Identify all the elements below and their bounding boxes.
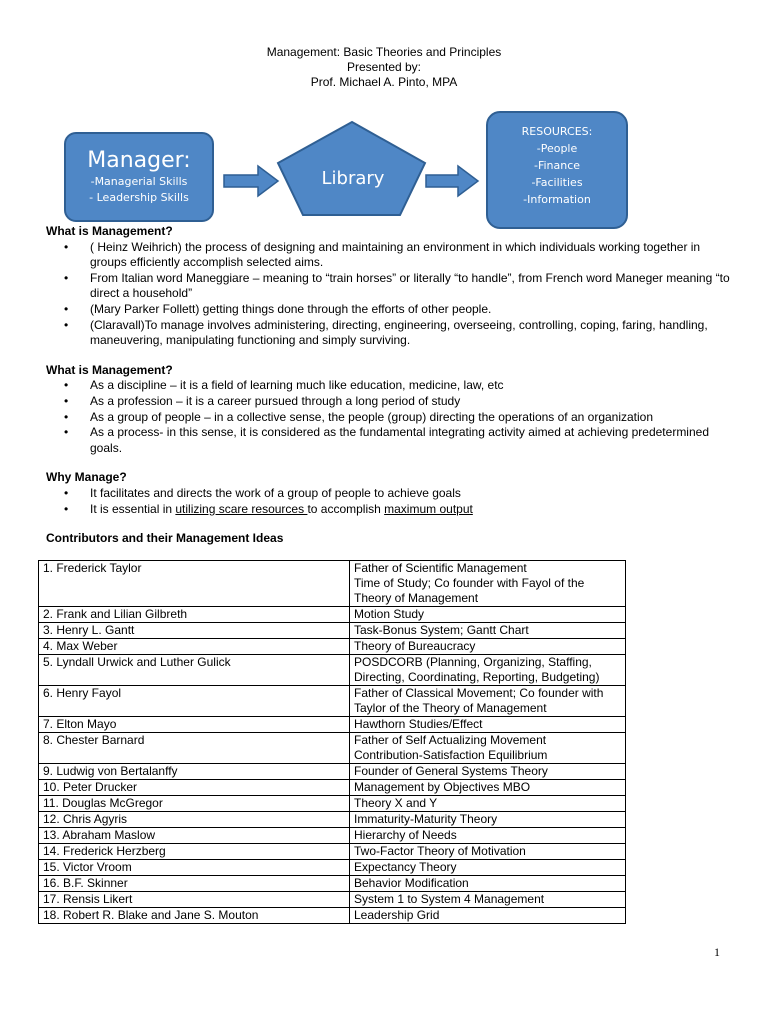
contributor-idea: Father of Classical Movement; Co founder with Taylor of the Theory of Management <box>350 686 626 717</box>
contributor-idea: Expectancy Theory <box>350 860 626 876</box>
table-row <box>39 844 626 860</box>
contributor-idea: Founder of General Systems Theory <box>350 764 626 780</box>
contributor-name: 14. Frederick Herzberg <box>39 844 350 860</box>
resources-item: -People <box>536 142 578 155</box>
contributor-name: 6. Henry Fayol <box>39 686 350 717</box>
manager-line2: - Leadership Skills <box>89 191 189 204</box>
contributor-name: 7. Elton Mayo <box>39 717 350 733</box>
list-item: • (Mary Parker Follett) getting things done through the efforts of other people. <box>90 302 736 318</box>
page-number: 1 <box>714 945 720 959</box>
table-row <box>39 828 626 844</box>
underlined-text: maximum output <box>384 501 473 516</box>
underlined-text: utilizing scare resources <box>175 501 308 516</box>
list-item: • As a process- in this sense, it is considered as the fundamental integrating activity aimed at achieving predetermined goals. <box>90 425 736 456</box>
contributor-name: 16. B.F. Skinner <box>39 876 350 892</box>
resources-box <box>486 111 628 229</box>
contributor-name: 15. Victor Vroom <box>39 860 350 876</box>
document-body <box>46 224 736 547</box>
contributor-idea: Task-Bonus System; Gantt Chart <box>350 623 626 639</box>
contributor-idea: POSDCORB (Planning, Organizing, Staffing, Directing, Coordinating, Reporting, Budgeting) <box>350 655 626 686</box>
list-item: • It facilitates and directs the work of a group of people to achieve goals <box>90 486 736 502</box>
arrow-manager-to-library <box>224 166 278 196</box>
list-item: • ( Heinz Weihrich) the process of designing and maintaining an environment in which individuals working together in groups efficiently accomplish selected aims. <box>90 240 736 271</box>
presented-by: Presented by: <box>346 60 422 74</box>
section1-heading: What is Management? <box>46 224 173 238</box>
table-row <box>39 561 626 607</box>
contributor-name: 17. Rensis Likert <box>39 892 350 908</box>
table-row <box>39 623 626 639</box>
table-row <box>39 860 626 876</box>
text: It is essential in <box>90 501 176 516</box>
contributor-idea: Motion Study <box>350 607 626 623</box>
contributor-name: 3. Henry L. Gantt <box>39 623 350 639</box>
list-item <box>90 502 736 518</box>
contributor-name: 13. Abraham Maslow <box>39 828 350 844</box>
contributor-name: 2. Frank and Lilian Gilbreth <box>39 607 350 623</box>
manager-line1: -Managerial Skills <box>90 175 188 188</box>
table-row <box>39 796 626 812</box>
contributor-name: 11. Douglas McGregor <box>39 796 350 812</box>
table-row <box>39 733 626 764</box>
contributor-name: 10. Peter Drucker <box>39 780 350 796</box>
contributor-idea: System 1 to System 4 Management <box>350 892 626 908</box>
contributor-idea: Hawthorn Studies/Effect <box>350 717 626 733</box>
contributor-idea: Theory of Bureaucracy <box>350 639 626 655</box>
text: to accomplish <box>307 501 385 516</box>
resources-item: -Facilities <box>531 176 583 189</box>
contributor-idea: Hierarchy of Needs <box>350 828 626 844</box>
table-row <box>39 908 626 924</box>
section2-list <box>46 378 736 456</box>
contributor-name: 8. Chester Barnard <box>39 733 350 764</box>
resources-item: -Finance <box>533 159 581 172</box>
resources-title: RESOURCES: <box>521 125 593 138</box>
contributor-idea: Management by Objectives MBO <box>350 780 626 796</box>
table-row <box>39 686 626 717</box>
section1-list <box>46 240 736 349</box>
contributor-idea: Immaturity-Maturity Theory <box>350 812 626 828</box>
contributor-idea: Behavior Modification <box>350 876 626 892</box>
document-title: Management: Basic Theories and Principles <box>266 45 502 59</box>
table-row <box>39 780 626 796</box>
table-row <box>39 892 626 908</box>
contributor-name: 9. Ludwig von Bertalanffy <box>39 764 350 780</box>
table-row <box>39 639 626 655</box>
contributor-name: 12. Chris Agyris <box>39 812 350 828</box>
section3-heading: Why Manage? <box>46 470 127 485</box>
resources-item: -Information <box>523 193 591 206</box>
contributor-idea: Father of Scientific Management Time of Study; Co founder with Fayol of the Theory of Management <box>350 561 626 607</box>
table-row <box>39 876 626 892</box>
section2-heading: What is Management? <box>46 362 173 377</box>
table-row <box>39 607 626 623</box>
table-row <box>39 655 626 686</box>
document-header <box>0 45 768 90</box>
arrow-library-to-resources <box>426 166 478 196</box>
list-item: • As a group of people – in a collective sense, the people (group) directing the operations of an organization <box>90 410 736 426</box>
contributor-name: 4. Max Weber <box>39 639 350 655</box>
table-row <box>39 717 626 733</box>
table-row <box>39 812 626 828</box>
contributor-name: 1. Frederick Taylor <box>39 561 350 607</box>
contributors-heading: Contributors and their Management Ideas <box>46 531 284 546</box>
contributor-idea: Theory X and Y <box>350 796 626 812</box>
manager-title: Manager: <box>87 148 191 173</box>
table-row <box>39 764 626 780</box>
manager-box <box>64 132 214 222</box>
contributor-idea: Two-Factor Theory of Motivation <box>350 844 626 860</box>
contributor-idea: Leadership Grid <box>350 908 626 924</box>
contributor-idea: Father of Self Actualizing Movement Contribution-Satisfaction Equilibrium <box>350 733 626 764</box>
library-label: Library <box>321 168 385 189</box>
contributor-name: 5. Lyndall Urwick and Luther Gulick <box>39 655 350 686</box>
list-item: • From Italian word Maneggiare – meaning to “train horses” or literally “to handle”, from French word Maneger meaning “to direct a household” <box>90 271 736 302</box>
list-item: • (Claravall)To manage involves administering, directing, engineering, overseeing, controlling, coping, faring, handling, maneuvering, manipulating functioning and simply surviving. <box>90 318 736 349</box>
section3-list <box>46 486 736 517</box>
list-item: • As a discipline – it is a field of learning much like education, medicine, law, etc <box>90 378 736 394</box>
contributors-table-body <box>39 561 626 924</box>
author: Prof. Michael A. Pinto, MPA <box>310 75 458 89</box>
contributor-name: 18. Robert R. Blake and Jane S. Mouton <box>39 908 350 924</box>
list-item: • As a profession – it is a career pursued through a long period of study <box>90 394 736 410</box>
contributors-table <box>38 560 626 924</box>
